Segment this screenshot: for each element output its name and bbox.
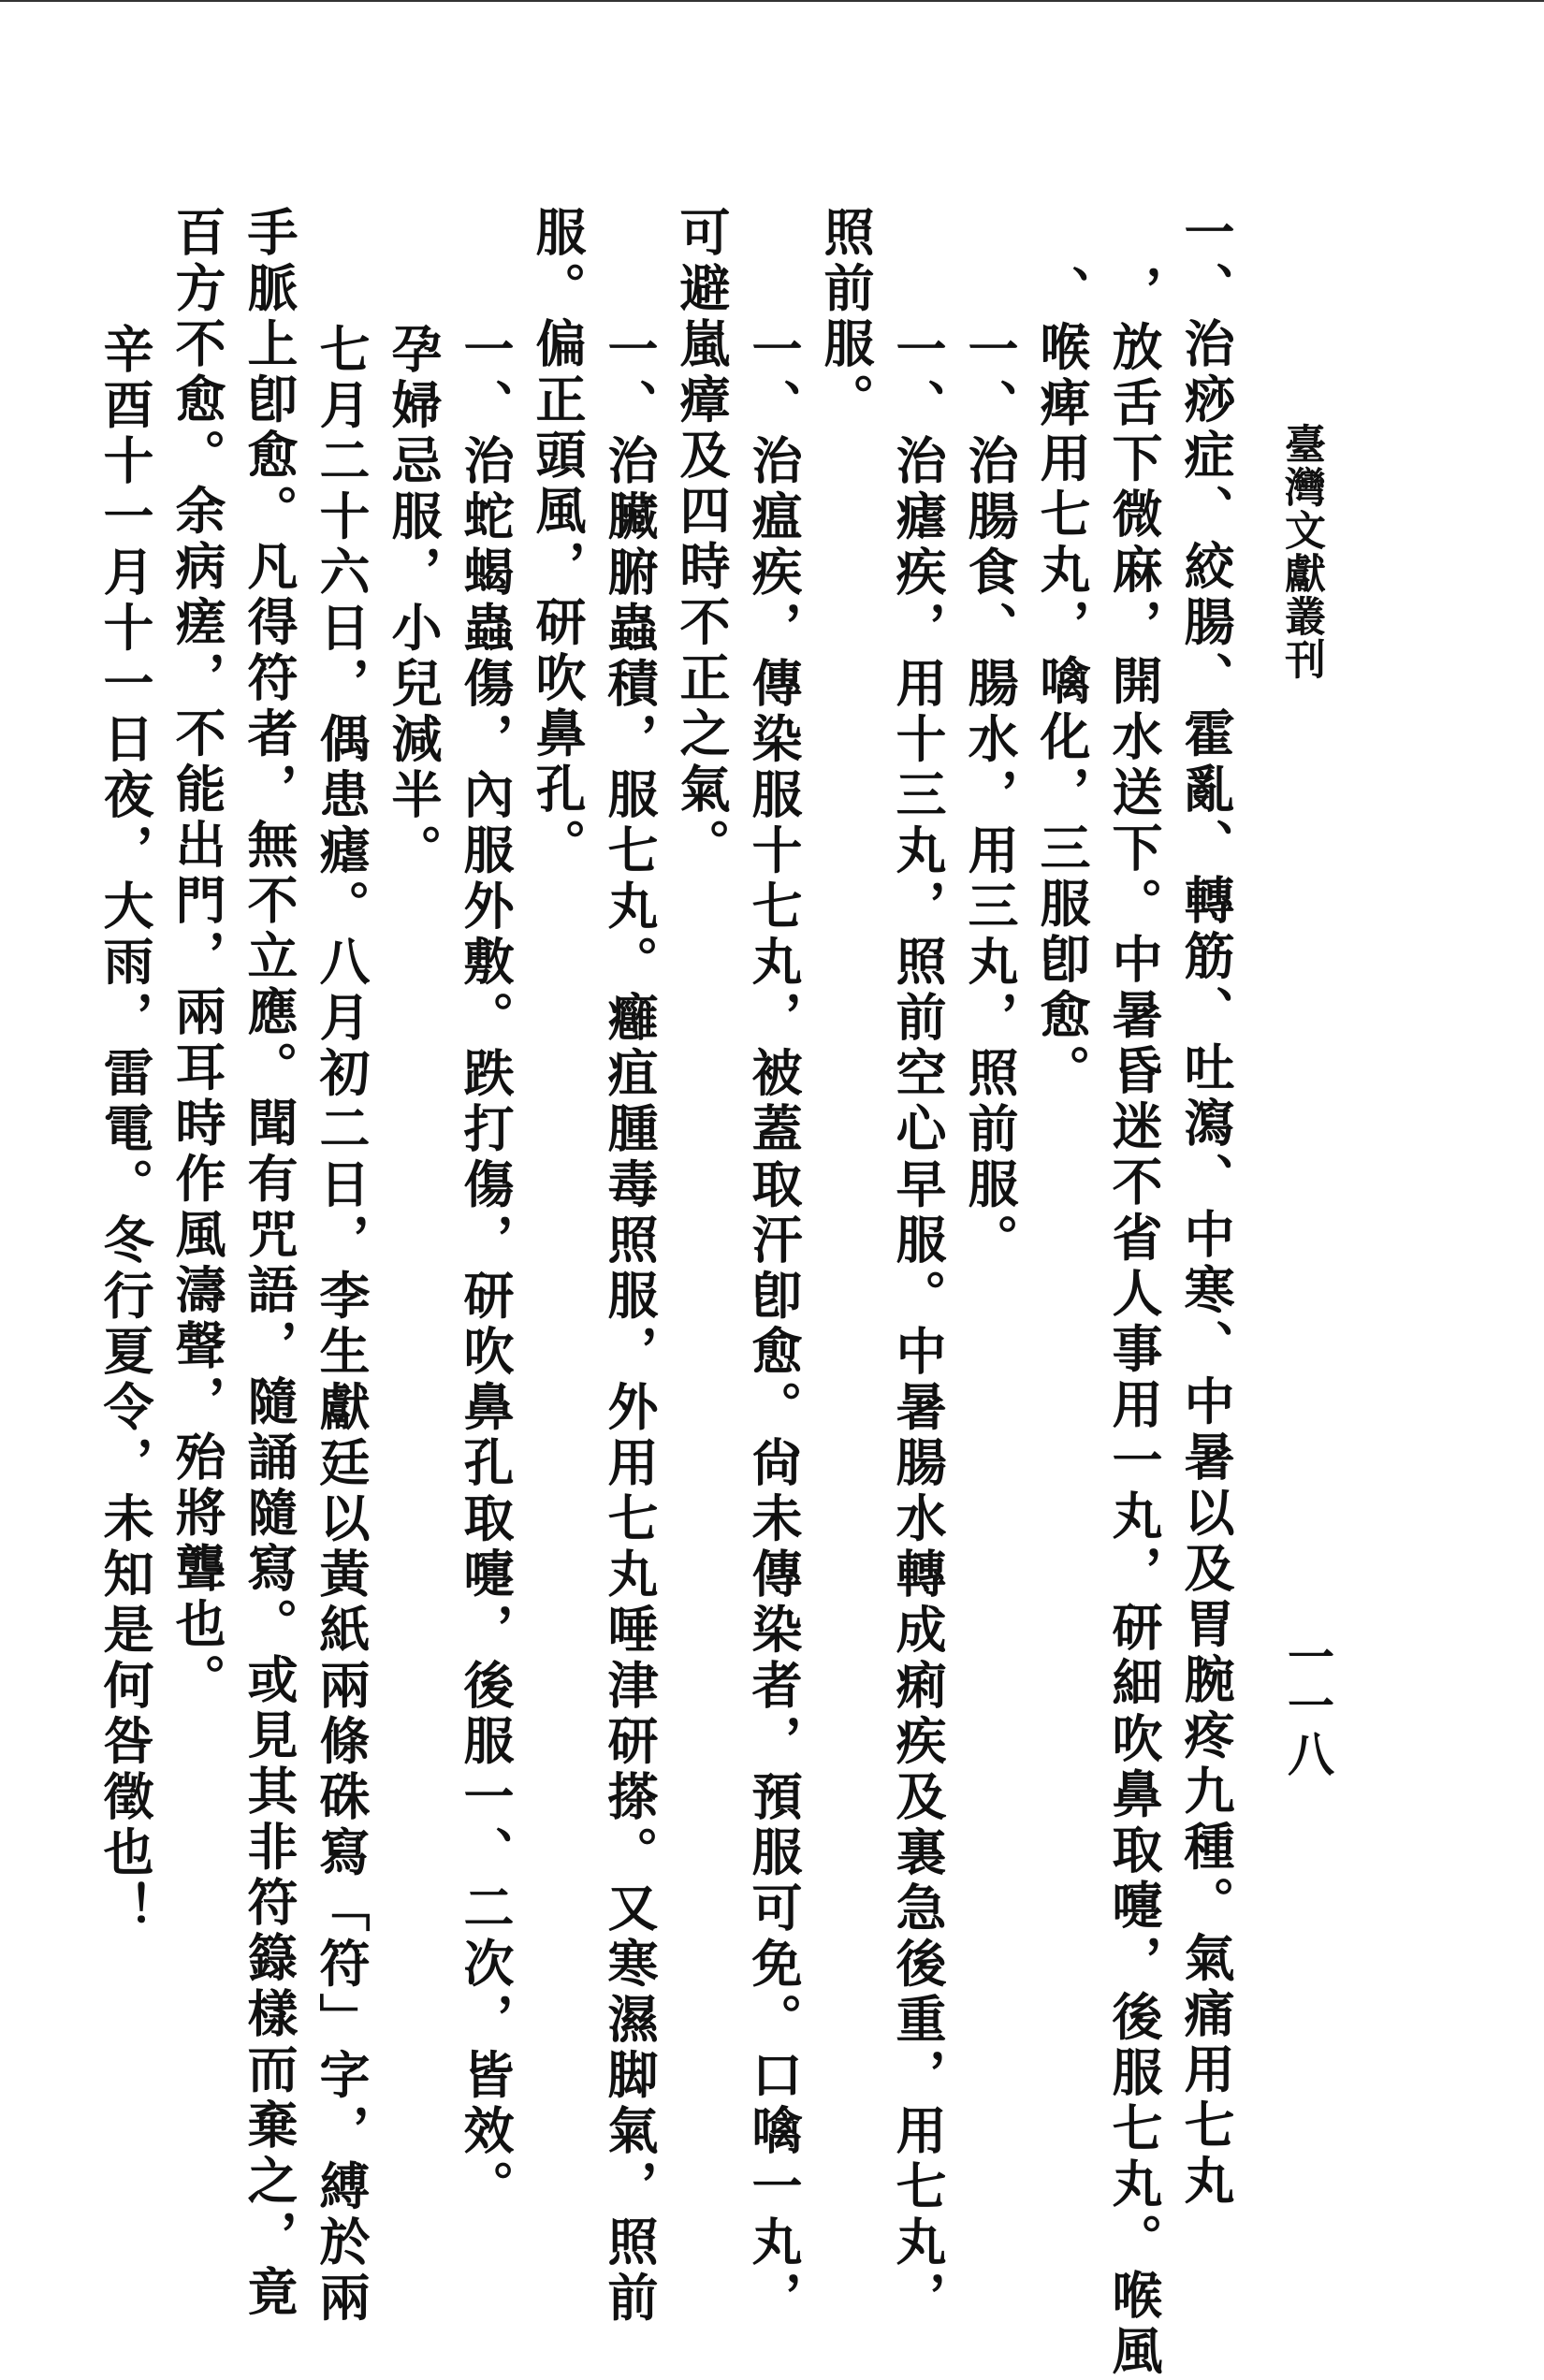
text-column: 一、治臟腑蟲積，服七丸。癰疽腫毒照服，外用七丸唾津研搽。又寒濕脚氣，照前 [600, 323, 660, 2327]
text-column: 百方不愈。余病瘥，不能出門，兩耳時作風濤聲，殆將聾也。 [168, 206, 227, 1709]
text-column: 孕婦忌服，小兒減半。 [384, 323, 444, 879]
text-column: 一、治痧症、絞腸、霍亂、轉筋、吐瀉、中寒、中暑以及胃腕疼九種。氣痛用七丸 [1176, 206, 1236, 2210]
text-column: 七月二十六日，偶患瘧。八月初二日，李生獻廷以黃紙兩條硃寫「符」字，縛於兩 [312, 323, 371, 2327]
running-title: 臺灣文獻叢刊 [1277, 423, 1325, 681]
top-border-line [0, 0, 1544, 2]
text-column: ，放舌下微麻，開水送下。中暑昏迷不省人事用一丸，研細吹鼻取嚏，後服七丸。喉風 [1104, 265, 1164, 2380]
text-column: 辛酉十一月十一日夜，大雨，雷電。冬行夏令，未知是何咎徵也！ [95, 323, 155, 1937]
text-column: 一、治瘧疾，用十三丸，照前空心早服。中暑腸水轉成痢疾及裏急後重，用七丸， [888, 323, 948, 2327]
text-column: 一、治腸食、腸水，用三丸，照前服。 [960, 323, 1020, 1270]
text-column: 一、治蛇蝎蟲傷，內服外敷。跌打傷，研吹鼻孔取嚏，後服一、二次，皆效。 [456, 323, 516, 2215]
page-number: 一一八 [1280, 1633, 1335, 1778]
text-column: 手脈上卽愈。凡得符者，無不立應。聞有咒語，隨誦隨寫。或見其非符籙樣而棄之，竟 [240, 206, 299, 2321]
text-column: 照前服。 [816, 206, 876, 428]
text-column: 可避嵐瘴及四時不正之氣。 [672, 206, 732, 874]
text-column: 、喉痺用七丸，噙化，三服卽愈。 [1032, 265, 1092, 1100]
text-column: 服。偏正頭風，研吹鼻孔。 [528, 206, 588, 874]
text-column: 一、治瘟疾，傳染服十七丸，被蓋取汗卽愈。尙未傳染者，預服可免。口噙一丸， [744, 323, 804, 2327]
